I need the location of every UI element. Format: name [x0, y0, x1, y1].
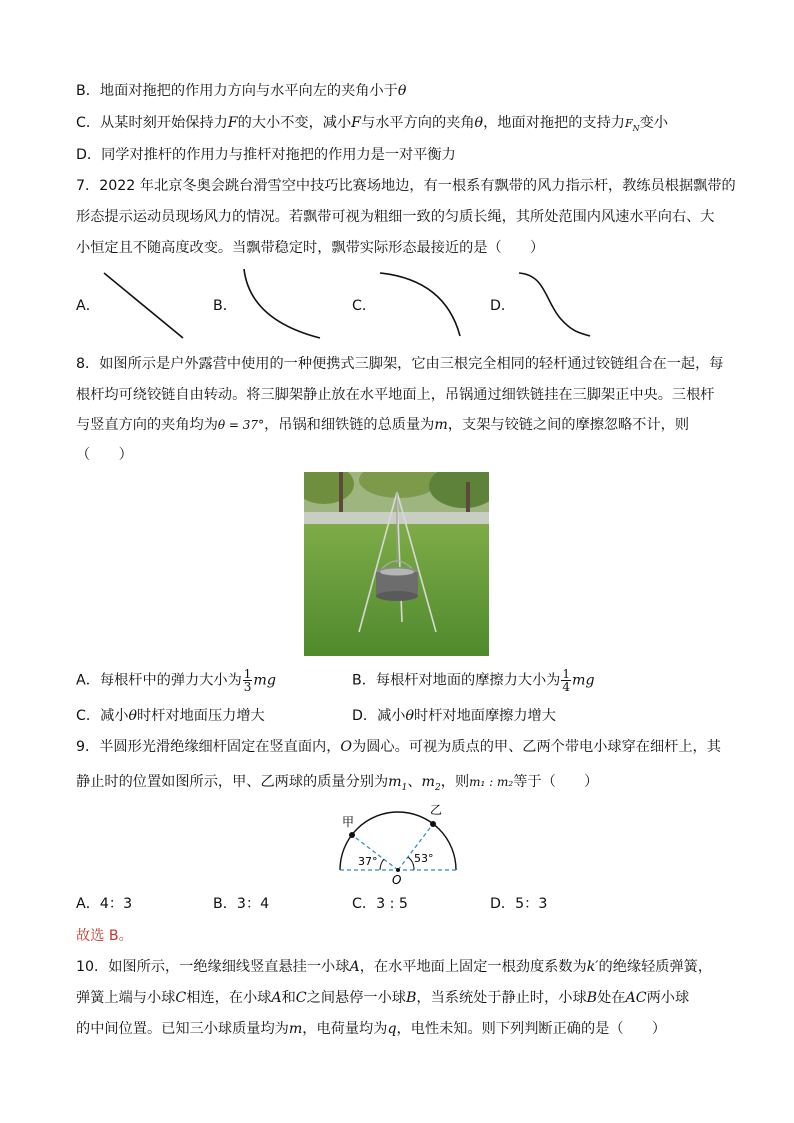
q7-option-c-label: C． [352, 298, 377, 314]
q9-option-d: D．5：3 [490, 896, 548, 912]
q8-stem-line2: 根杆均可绕铰链自由转动。将三脚架静止放在水平地面上，吊锅通过细铁链挂在三脚架正中央。三根杆 [76, 387, 715, 403]
ribbon-shape-d [519, 273, 590, 336]
q7-stem-line2: 形态提示运动员现场风力的情况。若飘带可视为粗细一致的匀质长绳，其所处范围内风速水平向右、大 [76, 209, 715, 225]
q6-option-d: D．同学对推杆的作用力与推杆对拖把的作用力是一对平衡力 [76, 147, 456, 163]
ribbon-shape-b [244, 269, 320, 338]
q9-option-c: C．3 : 5 [352, 896, 408, 912]
label-center-o: O [392, 873, 402, 886]
q9-stem-line2: 静止时的位置如图所示，甲、乙两球的质量分别为$m_1$、$m_2$，则m₁ : m₂等于（ ） [76, 774, 599, 793]
q9-semicircle-figure [330, 800, 470, 886]
q6-option-c: C．从某时刻开始保持力F的大小不变，减小F与水平方向的夹角θ，地面对拖把的支持力$F_N$变小 [76, 115, 669, 133]
q10-stem-line2: 弹簧上端与小球C相连，在小球A和C之间悬停一小球B，当系统处于静止时，小球B处在AC两小球 [76, 990, 690, 1006]
q8-option-c: C．减小θ时杆对地面压力增大 [76, 708, 265, 724]
q8-stem-line4: （ ） [76, 447, 133, 463]
q9-option-b: B．3：4 [213, 896, 270, 912]
q7-stem-line1: 7．2022 年北京冬奥会跳台滑雪空中技巧比赛场地边，有一根系有飘带的风力指示杆，教练员根据飘带的 [76, 178, 736, 194]
ball-jia [349, 832, 355, 838]
q8-stem-line1: 8．如图所示是户外露营中使用的一种便携式三脚架，它由三根完全相同的轻杆通过铰链组合在一起，每 [76, 356, 724, 372]
label-angle-53: 53° [414, 852, 434, 865]
q8-stem-line3: 与竖直方向的夹角均为θ = 37°，吊锅和细铁链的总质量为m，支架与铰链之间的摩擦忽略不计，则 [76, 417, 690, 433]
q10-stem-line3: 的中间位置。已知三小球质量均为m，电荷量均为q，电性未知。则下列判断正确的是（ ） [76, 1021, 667, 1037]
ribbon-shape-a [104, 273, 183, 338]
q9-stem-line1: 9．半圆形光滑绝缘细杆固定在竖直面内，O为圆心。可视为质点的甲、乙两个带电小球穿在细杆上，其 [76, 739, 721, 755]
q7-option-a-label: A． [76, 298, 100, 314]
ribbon-shape-c [380, 273, 460, 336]
q8-option-b: B．每根杆对地面的摩擦力大小为 $\frac{1}{4}$ mg [352, 667, 595, 694]
fraction-one-quarter: $\frac{1}{4}$ [562, 667, 570, 694]
q8-option-d: D．减小θ时杆对地面摩擦力增大 [352, 708, 556, 724]
q7-option-d-label: D． [490, 298, 516, 314]
ball-yi [430, 821, 436, 827]
tripod-photo [304, 472, 489, 656]
q9-option-a: A．4：3 [76, 896, 133, 912]
q10-stem-line1: 10．如图所示，一绝缘细线竖直悬挂一小球A，在水平地面上固定一根劲度系数为k′的绝缘轻质弹簧， [76, 959, 713, 975]
theta-symbol: θ [397, 83, 407, 99]
q8-option-a: A．每根杆中的弹力大小为 $\frac{1}{3}$ mg [76, 667, 276, 694]
label-jia: 甲 [342, 815, 355, 829]
fraction-one-third: $\frac{1}{3}$ [243, 667, 252, 694]
label-angle-37: 37° [358, 855, 378, 868]
label-yi: 乙 [430, 803, 443, 817]
q7-ribbon-figures [0, 0, 794, 360]
center-point [396, 868, 400, 872]
q6-option-b: B．地面对拖把的作用力方向与水平向左的夹角小于θ [76, 83, 407, 99]
q7-option-b-label: B． [213, 298, 237, 314]
q7-stem-line3: 小恒定且不随高度改变。当飘带稳定时，飘带实际形态最接近的是（ ） [76, 240, 545, 256]
q9-answer: 故选 B。 [76, 928, 133, 944]
